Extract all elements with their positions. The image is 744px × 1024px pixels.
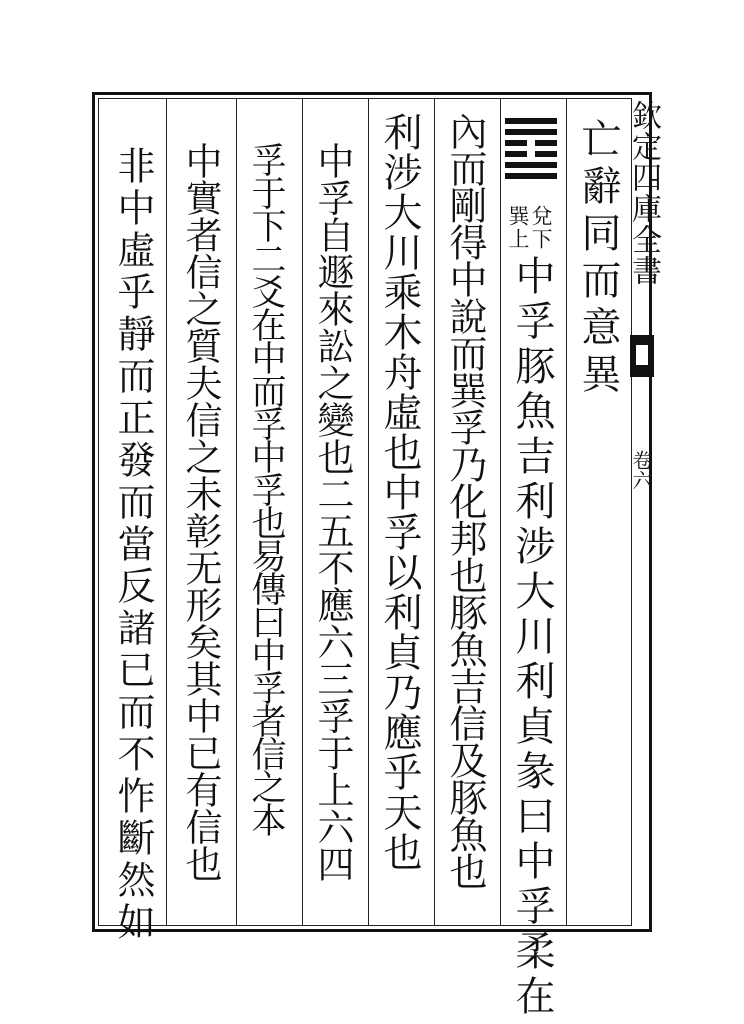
text-column-2: 中孚豚魚吉利涉大川利貞彖曰中孚柔在 (509, 255, 555, 1020)
text-column-3: 內而剛得中說而巽孚乃化邦也豚魚吉信及豚魚也 (443, 112, 487, 889)
text-column-7: 中實者信之質夫信之未彰无形矣其中已有信也 (179, 142, 222, 882)
fish-tail-mark-icon (630, 335, 654, 377)
column-rule (500, 98, 501, 926)
text-column-1: 亡辭同而意異 (575, 118, 621, 400)
column-rule (368, 98, 369, 926)
column-rule (434, 98, 435, 926)
text-column-5: 中孚自遯來訟之變也二五不應六三孚于上六四 (311, 142, 354, 882)
column-rule (236, 98, 237, 926)
text-column-6: 孚于下二爻在中而孚中孚也易傳曰中孚者信之本 (246, 142, 286, 835)
trigram-note-lower: 兌下 (529, 205, 553, 251)
text-column-4: 利涉大川乘木舟虛也中孚以利貞乃應乎天也 (377, 112, 422, 872)
column-rule (566, 98, 567, 926)
collection-title: 欽定四庫全書 (626, 100, 661, 286)
trigram-note-upper: 巽上 (506, 205, 530, 251)
text-column-8: 非中虛乎靜而正發而當反諸已而不怍斷然如 (111, 146, 155, 944)
trigram-note (507, 205, 551, 251)
volume-label: 卷六 (629, 450, 653, 490)
column-rule (166, 98, 167, 926)
column-rule (302, 98, 303, 926)
hexagram-icon (505, 118, 557, 184)
